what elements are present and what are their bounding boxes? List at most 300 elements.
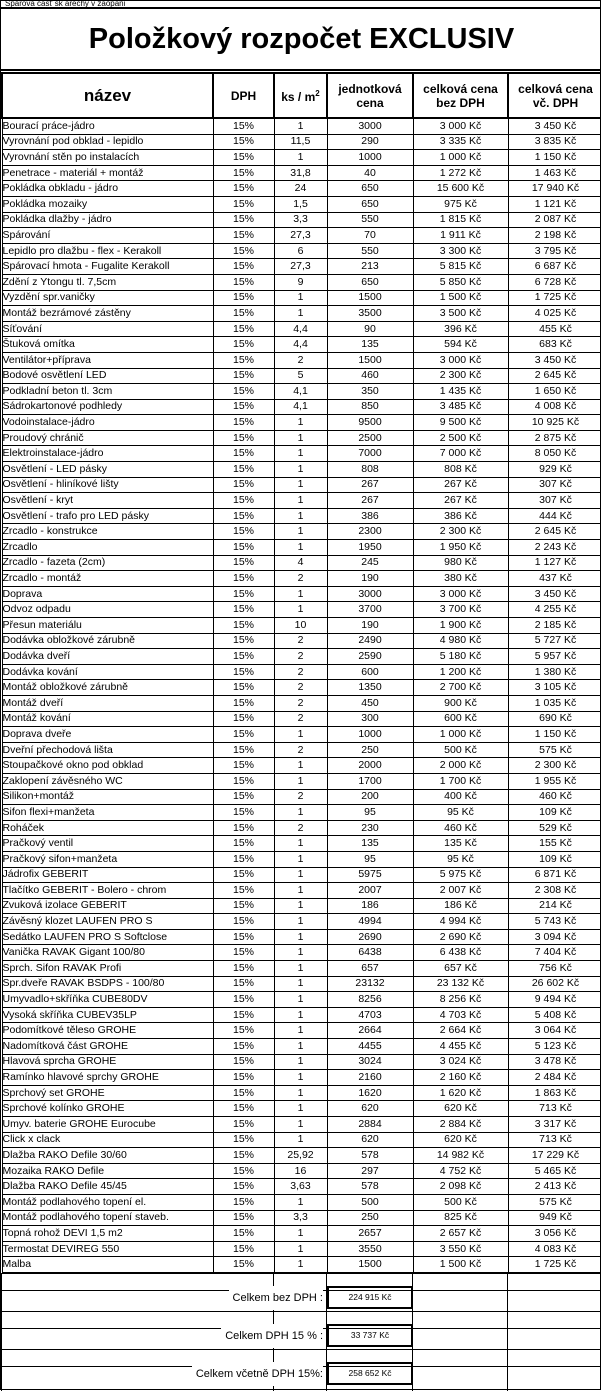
cell-name: Jádrofix GEBERIT <box>2 867 213 883</box>
cell-qty: 6 <box>274 243 327 259</box>
cell-unit-price: 40 <box>327 165 413 181</box>
cell-unit-price: 135 <box>327 337 413 353</box>
cell-total-excl: 396 Kč <box>413 321 508 337</box>
cell-total-excl: 267 Kč <box>413 493 508 509</box>
cell-qty: 1 <box>274 1257 327 1273</box>
cell-vat: 15% <box>213 758 274 774</box>
cell-name: Osvětlení - trafo pro LED pásky <box>2 508 213 524</box>
cell-total-incl: 5 465 Kč <box>508 1163 601 1179</box>
cell-qty: 4,4 <box>274 321 327 337</box>
cell-vat: 15% <box>213 1023 274 1039</box>
table-row <box>2 1007 601 1023</box>
cell-total-incl: 437 Kč <box>508 571 601 587</box>
cell-total-incl: 455 Kč <box>508 321 601 337</box>
cell-qty: 1 <box>274 992 327 1008</box>
cell-qty: 2 <box>274 680 327 696</box>
cell-name: Roháček <box>2 820 213 836</box>
cell-total-incl: 5 727 Kč <box>508 633 601 649</box>
page-title: Položkový rozpočet EXCLUSIV <box>1 7 601 71</box>
cell-total-incl: 1 150 Kč <box>508 150 601 166</box>
cell-total-incl: 2 300 Kč <box>508 758 601 774</box>
table-row <box>2 540 601 556</box>
table-row <box>2 1101 601 1117</box>
cell-unit-price: 95 <box>327 851 413 867</box>
table-row <box>2 352 601 368</box>
cell-total-excl: 1 911 Kč <box>413 228 508 244</box>
cell-name: Dlažba RAKO Defile 30/60 <box>2 1148 213 1164</box>
cell-name: Montáž podlahového topení staveb. <box>2 1210 213 1226</box>
cell-total-excl: 620 Kč <box>413 1101 508 1117</box>
cell-total-excl: 460 Kč <box>413 820 508 836</box>
cell-total-incl: 2 087 Kč <box>508 212 601 228</box>
cell-qty: 1 <box>274 118 327 134</box>
cell-total-incl: 3 317 Kč <box>508 1117 601 1133</box>
summary-separator <box>1 1311 601 1312</box>
cell-total-incl: 155 Kč <box>508 836 601 852</box>
cell-total-excl: 2 664 Kč <box>413 1023 508 1039</box>
table-row <box>2 633 601 649</box>
cell-qty: 2 <box>274 820 327 836</box>
table-row <box>2 1039 601 1055</box>
cell-qty: 2 <box>274 711 327 727</box>
cell-qty: 1 <box>274 867 327 883</box>
cell-qty: 3,3 <box>274 1210 327 1226</box>
cell-unit-price: 2884 <box>327 1117 413 1133</box>
table-header-row <box>2 73 601 118</box>
table-row <box>2 1241 601 1257</box>
cell-name: Dodávka kování <box>2 664 213 680</box>
cell-unit-price: 460 <box>327 368 413 384</box>
cell-name: Termostat DEVIREG 550 <box>2 1241 213 1257</box>
cell-unit-price: 90 <box>327 321 413 337</box>
cell-vat: 15% <box>213 649 274 665</box>
cell-qty: 24 <box>274 181 327 197</box>
cell-total-excl: 14 982 Kč <box>413 1148 508 1164</box>
cell-unit-price: 300 <box>327 711 413 727</box>
cell-unit-price: 135 <box>327 836 413 852</box>
cell-unit-price: 250 <box>327 1210 413 1226</box>
col-header-qty: ks / $m^2$ <box>274 73 327 118</box>
cell-qty: 1 <box>274 898 327 914</box>
table-row <box>2 1148 601 1164</box>
cell-name: Click x clack <box>2 1132 213 1148</box>
cell-name: Montáž dveří <box>2 695 213 711</box>
cell-name: Sedátko LAUFEN PRO S Softclose <box>2 929 213 945</box>
cell-vat: 15% <box>213 1194 274 1210</box>
cell-qty: 11,5 <box>274 134 327 150</box>
table-row <box>2 415 601 431</box>
cell-vat: 15% <box>213 477 274 493</box>
cell-vat: 15% <box>213 633 274 649</box>
cell-unit-price: 8256 <box>327 992 413 1008</box>
cell-name: Bourací práce-jádro <box>2 118 213 134</box>
cell-name: Dodávka dveří <box>2 649 213 665</box>
cell-total-excl: 3 300 Kč <box>413 243 508 259</box>
cell-total-incl: 3 056 Kč <box>508 1226 601 1242</box>
cell-name: Vysoká skříňka CUBEV35LP <box>2 1007 213 1023</box>
cell-qty: 1 <box>274 773 327 789</box>
cell-vat: 15% <box>213 805 274 821</box>
table-row <box>2 430 601 446</box>
cell-vat: 15% <box>213 742 274 758</box>
cell-name: Pračkový ventil <box>2 836 213 852</box>
table-row <box>2 742 601 758</box>
cell-vat: 15% <box>213 399 274 415</box>
cell-name: Osvětlení - kryt <box>2 493 213 509</box>
table-row <box>2 493 601 509</box>
cell-unit-price: 1500 <box>327 352 413 368</box>
cell-vat: 15% <box>213 961 274 977</box>
cell-total-excl: 1 000 Kč <box>413 727 508 743</box>
table-row <box>2 711 601 727</box>
cell-unit-price: 3700 <box>327 602 413 618</box>
summary-incl-label: Celkem včetně DPH 15%: <box>192 1362 323 1386</box>
cell-unit-price: 500 <box>327 1194 413 1210</box>
cell-total-incl: 3 478 Kč <box>508 1054 601 1070</box>
cell-unit-price: 600 <box>327 664 413 680</box>
cell-qty: 1 <box>274 462 327 478</box>
cell-total-excl: 5 975 Kč <box>413 867 508 883</box>
table-row <box>2 196 601 212</box>
cell-unit-price: 1700 <box>327 773 413 789</box>
cell-unit-price: 70 <box>327 228 413 244</box>
cell-qty: 1 <box>274 929 327 945</box>
cell-total-incl: 3 094 Kč <box>508 929 601 945</box>
cell-total-incl: 575 Kč <box>508 1194 601 1210</box>
table-row <box>2 820 601 836</box>
cell-total-incl: 575 Kč <box>508 742 601 758</box>
cell-total-excl: 1 700 Kč <box>413 773 508 789</box>
cell-name: Odvoz odpadu <box>2 602 213 618</box>
cell-qty: 1 <box>274 540 327 556</box>
cell-total-excl: 95 Kč <box>413 805 508 821</box>
cell-total-incl: 4 255 Kč <box>508 602 601 618</box>
cell-unit-price: 2007 <box>327 883 413 899</box>
cell-unit-price: 2490 <box>327 633 413 649</box>
table-row <box>2 306 601 322</box>
cell-unit-price: 1500 <box>327 290 413 306</box>
cell-unit-price: 1350 <box>327 680 413 696</box>
cell-total-incl: 713 Kč <box>508 1101 601 1117</box>
cell-total-incl: 1 725 Kč <box>508 290 601 306</box>
cell-qty: 9 <box>274 274 327 290</box>
cell-name: Sádrokartonové podhledy <box>2 399 213 415</box>
cell-total-incl: 26 602 Kč <box>508 976 601 992</box>
cell-name: Vyzdění spr.vaničky <box>2 290 213 306</box>
cell-qty: 1 <box>274 914 327 930</box>
cell-qty: 27,3 <box>274 259 327 275</box>
cell-vat: 15% <box>213 508 274 524</box>
cell-total-incl: 3 064 Kč <box>508 1023 601 1039</box>
cell-qty: 1 <box>274 430 327 446</box>
summary-excl-row <box>1 1273 601 1311</box>
cell-total-incl: 5 957 Kč <box>508 649 601 665</box>
cell-total-excl: 3 485 Kč <box>413 399 508 415</box>
table-row <box>2 1194 601 1210</box>
cell-vat: 15% <box>213 493 274 509</box>
cell-name: Silikon+montáž <box>2 789 213 805</box>
cell-total-excl: 500 Kč <box>413 1194 508 1210</box>
cell-total-excl: 2 300 Kč <box>413 524 508 540</box>
cell-total-incl: 1 121 Kč <box>508 196 601 212</box>
cell-vat: 15% <box>213 274 274 290</box>
cell-qty: 4,1 <box>274 399 327 415</box>
cell-vat: 15% <box>213 555 274 571</box>
cell-total-incl: 4 083 Kč <box>508 1241 601 1257</box>
summary-column-line <box>412 1273 413 1391</box>
cell-unit-price: 5975 <box>327 867 413 883</box>
summary-incl-value: 258 652 Kč <box>327 1362 413 1385</box>
cell-total-incl: 1 035 Kč <box>508 695 601 711</box>
cell-unit-price: 2590 <box>327 649 413 665</box>
cell-total-excl: 3 000 Kč <box>413 352 508 368</box>
cell-total-incl: 444 Kč <box>508 508 601 524</box>
cell-name: Spr.dveře RAVAK BSDPS - 100/80 <box>2 976 213 992</box>
cell-name: Zrcadlo <box>2 540 213 556</box>
table-row <box>2 384 601 400</box>
cell-qty: 1,5 <box>274 196 327 212</box>
cell-qty: 2 <box>274 649 327 665</box>
cell-qty: 1 <box>274 524 327 540</box>
cell-qty: 2 <box>274 664 327 680</box>
summary-vat-label: Celkem DPH 15 % : <box>221 1324 323 1348</box>
cell-qty: 1 <box>274 836 327 852</box>
table-row <box>2 1054 601 1070</box>
cell-name: Podkladní beton tl. 3cm <box>2 384 213 400</box>
table-row <box>2 462 601 478</box>
cell-total-excl: 7 000 Kč <box>413 446 508 462</box>
cell-name: Montáž kování <box>2 711 213 727</box>
cell-total-excl: 2 007 Kč <box>413 883 508 899</box>
cell-unit-price: 4994 <box>327 914 413 930</box>
cell-vat: 15% <box>213 1210 274 1226</box>
cell-qty: 1 <box>274 493 327 509</box>
cell-vat: 15% <box>213 618 274 634</box>
table-row <box>2 1117 601 1133</box>
cell-name: Topná rohož DEVI 1,5 m2 <box>2 1226 213 1242</box>
cell-unit-price: 650 <box>327 181 413 197</box>
cell-name: Síťování <box>2 321 213 337</box>
cell-total-incl: 713 Kč <box>508 1132 601 1148</box>
cell-qty: 1 <box>274 290 327 306</box>
cell-qty: 1 <box>274 1194 327 1210</box>
cell-total-excl: 9 500 Kč <box>413 415 508 431</box>
cell-vat: 15% <box>213 1085 274 1101</box>
cell-name: Tlačítko GEBERIT - Bolero - chrom <box>2 883 213 899</box>
cell-total-incl: 9 494 Kč <box>508 992 601 1008</box>
cell-unit-price: 6438 <box>327 945 413 961</box>
cell-total-incl: 3 450 Kč <box>508 586 601 602</box>
cell-qty: 1 <box>274 976 327 992</box>
table-row <box>2 290 601 306</box>
table-row <box>2 664 601 680</box>
cell-qty: 1 <box>274 1085 327 1101</box>
table-row <box>2 446 601 462</box>
cell-vat: 15% <box>213 976 274 992</box>
table-row <box>2 150 601 166</box>
table-row <box>2 649 601 665</box>
cell-name: Pokládka obkladu - jádro <box>2 181 213 197</box>
cell-total-incl: 949 Kč <box>508 1210 601 1226</box>
cell-total-excl: 8 256 Kč <box>413 992 508 1008</box>
table-row <box>2 602 601 618</box>
cell-qty: 1 <box>274 945 327 961</box>
cell-qty: 16 <box>274 1163 327 1179</box>
cell-total-excl: 400 Kč <box>413 789 508 805</box>
cell-total-excl: 2 690 Kč <box>413 929 508 945</box>
cell-vat: 15% <box>213 1132 274 1148</box>
cell-total-excl: 2 700 Kč <box>413 680 508 696</box>
cell-total-incl: 6 728 Kč <box>508 274 601 290</box>
cell-vat: 15% <box>213 1007 274 1023</box>
cell-name: Spárování <box>2 228 213 244</box>
cell-name: Ramínko hlavové sprchy GROHE <box>2 1070 213 1086</box>
cell-total-incl: 1 650 Kč <box>508 384 601 400</box>
cell-name: Zrcadlo - konstrukce <box>2 524 213 540</box>
cell-qty: 3,63 <box>274 1179 327 1195</box>
table-row <box>2 805 601 821</box>
cell-total-excl: 5 815 Kč <box>413 259 508 275</box>
cell-name: Doprava dveře <box>2 727 213 743</box>
cell-qty: 2 <box>274 571 327 587</box>
table-row <box>2 618 601 634</box>
col-header-name: název <box>2 73 213 118</box>
cell-vat: 15% <box>213 1039 274 1055</box>
cell-unit-price: 578 <box>327 1179 413 1195</box>
cell-total-excl: 2 098 Kč <box>413 1179 508 1195</box>
table-row <box>2 961 601 977</box>
cell-vat: 15% <box>213 243 274 259</box>
summary-column-line <box>507 1273 508 1391</box>
cell-total-incl: 6 871 Kč <box>508 867 601 883</box>
cell-name: Zrcadlo - montáž <box>2 571 213 587</box>
cell-total-excl: 3 335 Kč <box>413 134 508 150</box>
cell-qty: 2 <box>274 789 327 805</box>
cell-qty: 31,8 <box>274 165 327 181</box>
cell-qty: 4,4 <box>274 337 327 353</box>
cell-total-incl: 2 185 Kč <box>508 618 601 634</box>
cell-name: Vyrovnání pod obklad - lepidlo <box>2 134 213 150</box>
table-row <box>2 898 601 914</box>
cell-total-excl: 3 700 Kč <box>413 602 508 618</box>
cell-vat: 15% <box>213 586 274 602</box>
cell-vat: 15% <box>213 368 274 384</box>
cell-total-incl: 2 645 Kč <box>508 368 601 384</box>
table-row <box>2 118 601 134</box>
table-row <box>2 758 601 774</box>
cell-name: Mozaika RAKO Defile <box>2 1163 213 1179</box>
cell-total-incl: 2 198 Kč <box>508 228 601 244</box>
table-row <box>2 586 601 602</box>
cell-total-incl: 5 743 Kč <box>508 914 601 930</box>
cell-vat: 15% <box>213 820 274 836</box>
cell-vat: 15% <box>213 150 274 166</box>
cell-qty: 4,1 <box>274 384 327 400</box>
cell-total-incl: 5 408 Kč <box>508 1007 601 1023</box>
table-row <box>2 976 601 992</box>
cell-qty: 1 <box>274 602 327 618</box>
cell-total-incl: 3 105 Kč <box>508 680 601 696</box>
table-row <box>2 1163 601 1179</box>
cell-vat: 15% <box>213 118 274 134</box>
cell-unit-price: 2690 <box>327 929 413 945</box>
cell-qty: 2 <box>274 352 327 368</box>
cell-total-excl: 2 500 Kč <box>413 430 508 446</box>
cell-vat: 15% <box>213 430 274 446</box>
table-row <box>2 1257 601 1273</box>
cell-total-incl: 5 123 Kč <box>508 1039 601 1055</box>
cell-name: Malba <box>2 1257 213 1273</box>
cell-name: Stoupačkové okno pod obklad <box>2 758 213 774</box>
cell-qty: 2 <box>274 633 327 649</box>
cell-name: Osvětlení - hliníkové lišty <box>2 477 213 493</box>
cell-unit-price: 386 <box>327 508 413 524</box>
summary-separator <box>1 1349 601 1350</box>
cell-total-excl: 2 300 Kč <box>413 368 508 384</box>
table-row <box>2 477 601 493</box>
cell-vat: 15% <box>213 992 274 1008</box>
cell-name: Ventilátor+příprava <box>2 352 213 368</box>
cell-total-excl: 500 Kč <box>413 742 508 758</box>
cell-total-incl: 214 Kč <box>508 898 601 914</box>
cell-total-incl: 2 413 Kč <box>508 1179 601 1195</box>
cell-name: Spárovací hmota - Fugalite Kerakoll <box>2 259 213 275</box>
table-row <box>2 508 601 524</box>
table-row <box>2 1210 601 1226</box>
table-row <box>2 680 601 696</box>
cell-name: Penetrace - materiál + montáž <box>2 165 213 181</box>
cell-total-excl: 1 200 Kč <box>413 664 508 680</box>
table-row <box>2 243 601 259</box>
cell-unit-price: 4703 <box>327 1007 413 1023</box>
budget-table <box>1 72 601 1273</box>
cell-total-excl: 3 000 Kč <box>413 586 508 602</box>
cell-total-incl: 2 484 Kč <box>508 1070 601 1086</box>
table-row <box>2 1132 601 1148</box>
table-row <box>2 274 601 290</box>
col-header-vat: DPH <box>213 73 274 118</box>
table-row <box>2 1226 601 1242</box>
cell-qty: 1 <box>274 961 327 977</box>
cell-name: Umyv. baterie GROHE Eurocube <box>2 1117 213 1133</box>
cell-total-excl: 1 950 Kč <box>413 540 508 556</box>
table-row <box>2 992 601 1008</box>
cell-vat: 15% <box>213 571 274 587</box>
cell-total-incl: 3 450 Kč <box>508 352 601 368</box>
table-row <box>2 883 601 899</box>
cell-name: Sprch. Sifon RAVAK Profi <box>2 961 213 977</box>
cell-total-excl: 3 550 Kč <box>413 1241 508 1257</box>
cell-qty: 1 <box>274 727 327 743</box>
table-row <box>2 165 601 181</box>
cell-total-incl: 6 687 Kč <box>508 259 601 275</box>
cell-name: Sifon flexi+manžeta <box>2 805 213 821</box>
cell-unit-price: 2664 <box>327 1023 413 1039</box>
summary-incl-row <box>1 1349 601 1387</box>
cell-unit-price: 1950 <box>327 540 413 556</box>
cell-total-excl: 1 500 Kč <box>413 290 508 306</box>
cell-qty: 1 <box>274 1070 327 1086</box>
cell-unit-price: 578 <box>327 1148 413 1164</box>
cell-total-excl: 380 Kč <box>413 571 508 587</box>
table-row <box>2 851 601 867</box>
cell-unit-price: 7000 <box>327 446 413 462</box>
table-body <box>2 118 601 1272</box>
table-row <box>2 929 601 945</box>
cell-qty: 1 <box>274 1241 327 1257</box>
cell-unit-price: 297 <box>327 1163 413 1179</box>
cell-unit-price: 3000 <box>327 586 413 602</box>
